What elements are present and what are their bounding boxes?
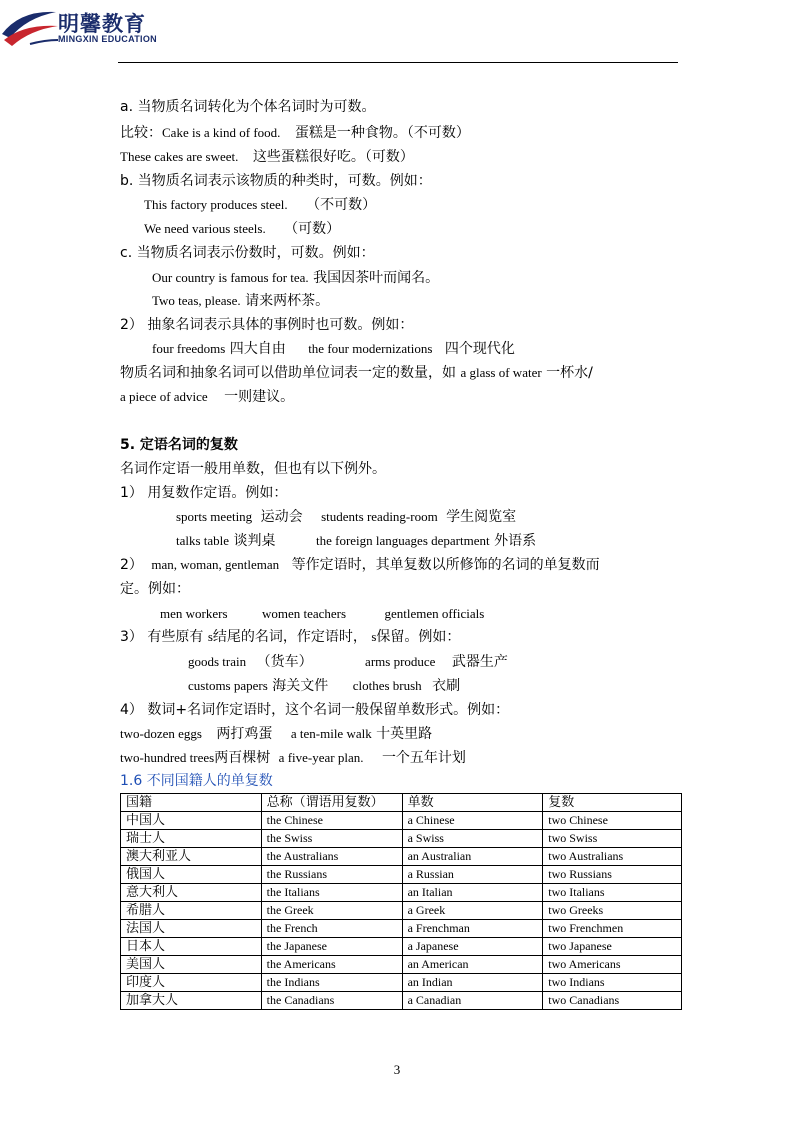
table-cell: the Americans	[261, 956, 402, 974]
table-row	[121, 920, 682, 938]
example-en: goods train	[188, 654, 247, 669]
table-cell: 瑞士人	[121, 830, 262, 848]
table-cell: the Japanese	[261, 938, 402, 956]
example-cn: 两打鸡蛋	[216, 726, 273, 742]
rule-2-examples	[160, 605, 484, 623]
table-cell: two Russians	[543, 866, 682, 884]
table-cell: the Indians	[261, 974, 402, 992]
table-cell: a Frenchman	[402, 920, 543, 938]
example-cn: 这些蛋糕很好吃。（可数）	[252, 149, 414, 165]
section-1-6-heading: 1.6 不同国籍人的单复数	[120, 773, 273, 789]
table-cell: the Russians	[261, 866, 402, 884]
table-cell: 意大利人	[121, 884, 262, 902]
example-cn: 一个五年计划	[381, 750, 466, 766]
table-cell: 俄国人	[121, 866, 262, 884]
table-cell: 加拿大人	[121, 992, 262, 1010]
table-cell: two Japanese	[543, 938, 682, 956]
example-cn: 两百棵树	[214, 750, 271, 766]
example-en: students reading-room	[321, 509, 438, 524]
table-cell: the Australians	[261, 848, 402, 866]
rule-3-examples-b	[188, 677, 460, 695]
table-cell: two Greeks	[543, 902, 682, 920]
table-cell: the French	[261, 920, 402, 938]
example-cn: 十英里路	[376, 726, 433, 742]
example-cn: 海关文件	[272, 678, 329, 694]
table-cell: a Greek	[402, 902, 543, 920]
header-rule	[118, 62, 678, 63]
example-line-5	[152, 269, 439, 287]
section-c-title: c. 当物质名词表示份数时，可数。例如：	[120, 245, 375, 261]
example-cn: 蛋糕是一种食物。（不可数）	[294, 125, 470, 141]
example-en: gentlemen officials	[384, 606, 485, 621]
table-cell: 日本人	[121, 938, 262, 956]
summary-text: 一杯水/	[546, 365, 593, 381]
example-line-3	[144, 196, 376, 214]
example-en: men workers	[160, 606, 228, 621]
example-cn: 谈判桌	[233, 533, 276, 549]
table-row	[121, 866, 682, 884]
rule-4-examples-a	[120, 725, 432, 743]
logo-chinese-text: 明馨教育	[58, 12, 146, 36]
example-en: These cakes are sweet.	[120, 149, 239, 164]
table-cell: an Australian	[402, 848, 543, 866]
compare-label: 比较：	[120, 125, 162, 141]
section-b-title: b. 当物质名词表示该物质的种类时，可数。例如：	[120, 173, 432, 189]
table-cell: a Swiss	[402, 830, 543, 848]
table-cell: 澳大利亚人	[121, 848, 262, 866]
table-cell: the Chinese	[261, 812, 402, 830]
table-row	[121, 902, 682, 920]
example-en: the foreign languages department	[315, 533, 490, 548]
example-cn: （可数）	[284, 221, 341, 237]
section-5-intro: 名词作定语一般用单数，但也有以下例外。	[120, 461, 386, 477]
example-en: Our country is famous for tea.	[152, 270, 309, 285]
rule-4-examples-b	[120, 749, 466, 767]
rule-3-title	[120, 628, 460, 646]
example-cn: 武器生产	[451, 654, 508, 670]
nationality-table	[120, 793, 682, 1010]
example-en: four freedoms	[152, 341, 226, 356]
example-cn: 我国因茶叶而闻名。	[313, 270, 440, 286]
table-row	[121, 974, 682, 992]
rule-1-title: 1） 用复数作定语。例如：	[120, 485, 288, 501]
table-row	[121, 848, 682, 866]
example-cn: 四大自由	[229, 341, 286, 357]
rule-2-text: 等作定语时，其单复数以所修饰的名词的单复数而	[291, 557, 600, 573]
logo-swoosh-icon	[0, 4, 60, 50]
summary-example: a glass of water	[460, 365, 542, 380]
section-a-title: a. 当物质名词转化为个体名词时为可数。	[120, 99, 376, 115]
rule-number: 2）	[120, 557, 143, 573]
example-en: clothes brush	[352, 678, 422, 693]
table-cell: a Canadian	[402, 992, 543, 1010]
table-cell: an Italian	[402, 884, 543, 902]
table-cell: two Indians	[543, 974, 682, 992]
example-en: two-dozen eggs	[120, 726, 202, 741]
table-cell: the Swiss	[261, 830, 402, 848]
rule-1-examples-a	[176, 508, 516, 526]
rule-2-continuation: 定。例如：	[120, 581, 190, 597]
rule-4-title: 4） 数词+名词作定语时，这个名词一般保留单数形式。例如：	[120, 702, 510, 718]
table-cell: 希腊人	[121, 902, 262, 920]
example-line-4	[144, 220, 340, 238]
logo	[0, 4, 200, 50]
rule-3-text: 结尾的名词，作定语时，	[212, 629, 367, 645]
example-en: women teachers	[261, 606, 347, 621]
table-cell: 中国人	[121, 812, 262, 830]
table-cell: the Italians	[261, 884, 402, 902]
logo-english-text: MINGXIN EDUCATION	[58, 34, 157, 44]
rule-3-text: 保留。例如：	[376, 629, 461, 645]
rule-3-letter: s	[207, 629, 213, 644]
rule-2-words: man, woman, gentleman	[151, 557, 280, 572]
rule-1-examples-b	[176, 532, 536, 550]
summary-line-1	[120, 364, 593, 382]
table-header-cell: 国籍	[121, 794, 262, 812]
example-en: a five-year plan.	[278, 750, 364, 765]
example-cn: （货车）	[256, 654, 313, 670]
table-cell: 印度人	[121, 974, 262, 992]
table-row	[121, 938, 682, 956]
example-cn: 衣刷	[432, 678, 461, 694]
example-en: two-hundred trees	[120, 750, 215, 765]
table-cell: an American	[402, 956, 543, 974]
example-line-7	[152, 340, 515, 358]
rule-3-examples-a	[188, 653, 508, 671]
page-number: 3	[393, 1062, 401, 1077]
example-en: customs papers	[188, 678, 268, 693]
table-cell: two Swiss	[543, 830, 682, 848]
example-en: Two teas, please.	[152, 293, 241, 308]
rule-3-text: 3） 有些原有	[120, 629, 204, 645]
example-cn: 学生阅览室	[446, 509, 517, 525]
table-cell: an Indian	[402, 974, 543, 992]
example-en: Cake is a kind of food.	[162, 125, 281, 140]
example-cn: 四个现代化	[444, 341, 515, 357]
table-row	[121, 830, 682, 848]
example-en: a ten-mile walk	[290, 726, 372, 741]
table-row	[121, 884, 682, 902]
table-row	[121, 812, 682, 830]
example-line-6	[152, 292, 329, 310]
point-2-title: 2） 抽象名词表示具体的事例时也可数。例如：	[120, 317, 414, 333]
table-cell: two Canadians	[543, 992, 682, 1010]
table-cell: two Americans	[543, 956, 682, 974]
example-line-1	[120, 124, 470, 142]
example-cn: 请来两杯茶。	[245, 293, 330, 309]
summary-line-2	[120, 388, 294, 406]
rule-3-letter: s	[371, 629, 377, 644]
example-en: the four modernizations	[308, 341, 433, 356]
table-cell: two Australians	[543, 848, 682, 866]
table-cell: two Italians	[543, 884, 682, 902]
example-en: arms produce	[365, 654, 436, 669]
table-header-cell: 总称（谓语用复数）	[261, 794, 402, 812]
table-cell: a Japanese	[402, 938, 543, 956]
table-cell: two Frenchmen	[543, 920, 682, 938]
summary-example: a piece of advice	[120, 389, 208, 404]
example-cn: 外语系	[494, 533, 537, 549]
rule-2-title	[120, 556, 600, 574]
example-en: This factory produces steel.	[144, 197, 288, 212]
table-cell: the Canadians	[261, 992, 402, 1010]
table-header-cell: 单数	[402, 794, 543, 812]
table-row	[121, 956, 682, 974]
example-line-2	[120, 148, 414, 166]
table-cell: the Greek	[261, 902, 402, 920]
example-cn: 运动会	[260, 509, 303, 525]
example-en: We need various steels.	[144, 221, 266, 236]
table-header-cell: 复数	[543, 794, 682, 812]
example-en: talks table	[176, 533, 230, 548]
example-en: sports meeting	[176, 509, 253, 524]
table-cell: two Chinese	[543, 812, 682, 830]
section-5-heading: 5. 定语名词的复数	[120, 437, 238, 453]
example-cn: （不可数）	[306, 197, 377, 213]
table-cell: a Chinese	[402, 812, 543, 830]
table-header-row	[121, 794, 682, 812]
summary-text: 物质名词和抽象名词可以借助单位词表一定的数量，如	[120, 365, 456, 381]
summary-text: 一则建议。	[224, 389, 295, 405]
table-row	[121, 992, 682, 1010]
table-cell: 美国人	[121, 956, 262, 974]
table-cell: a Russian	[402, 866, 543, 884]
table-cell: 法国人	[121, 920, 262, 938]
